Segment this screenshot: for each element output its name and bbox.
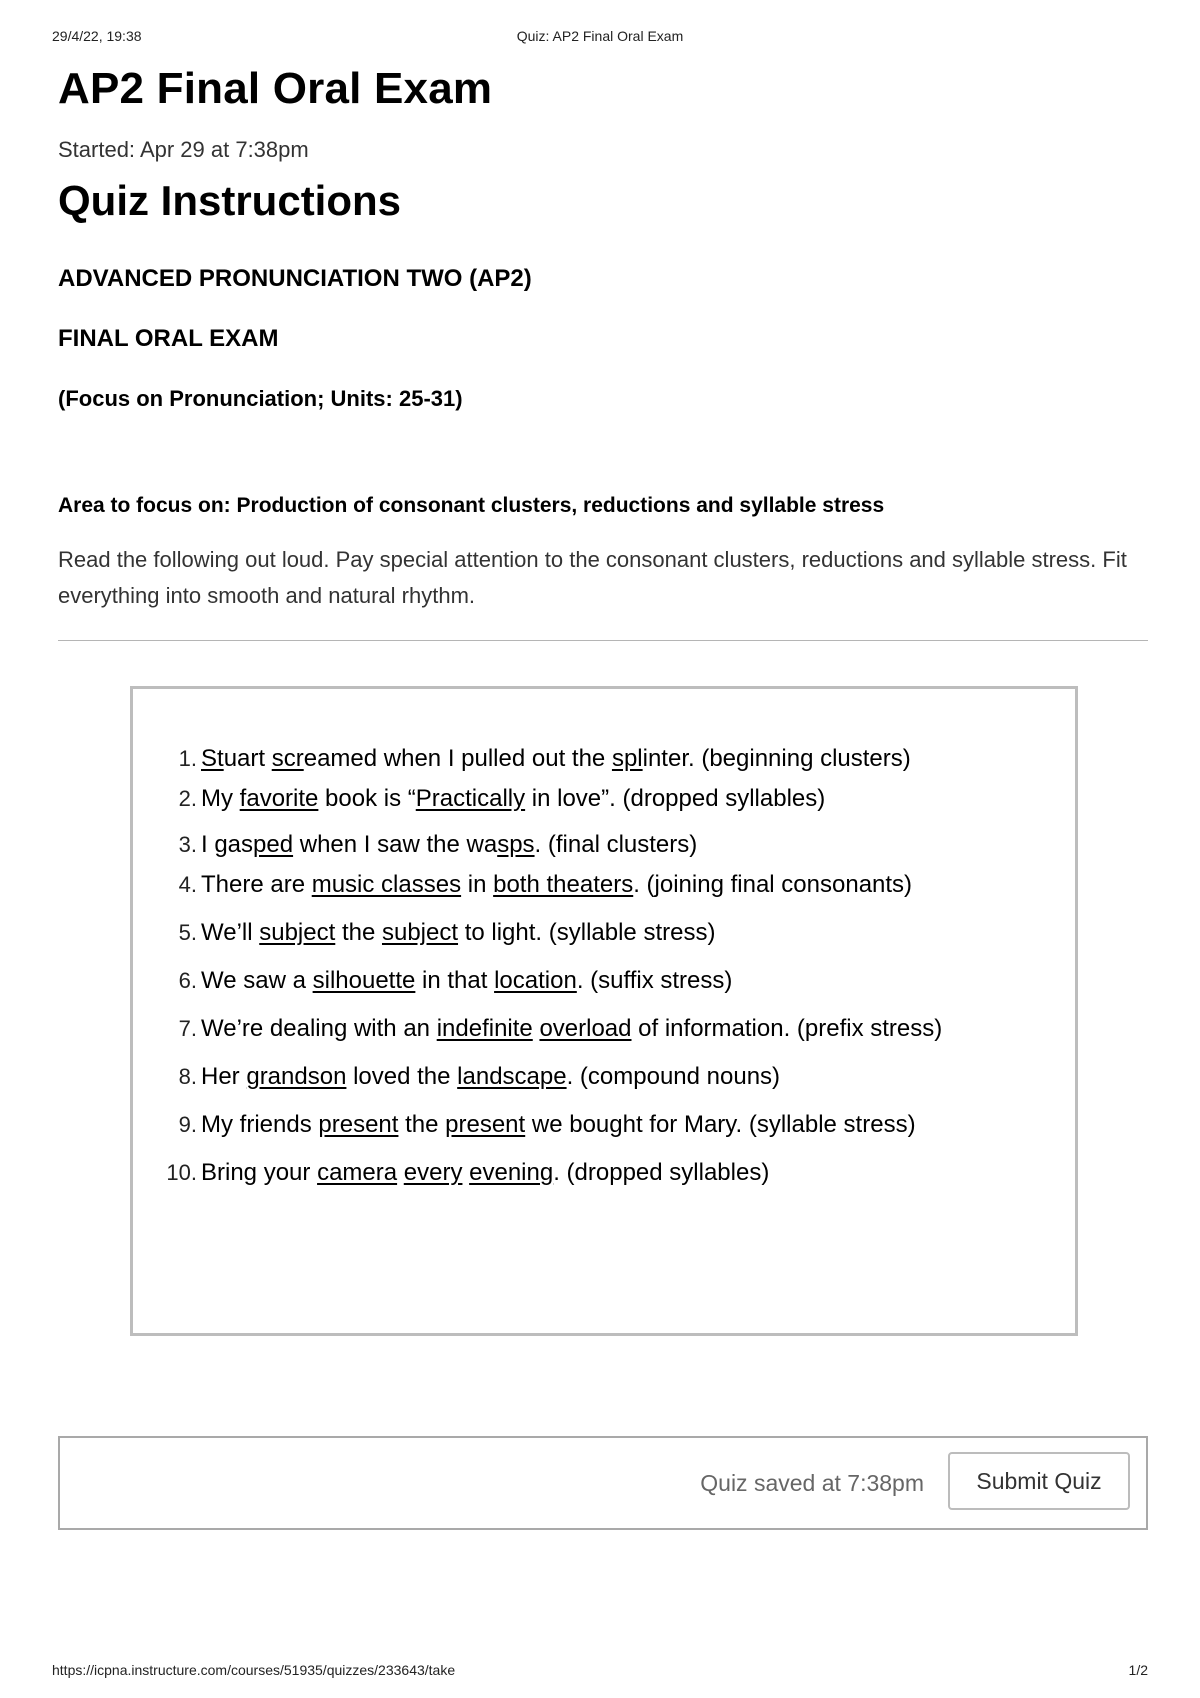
page-url: https://icpna.instructure.com/courses/51935/quizzes/233643/take	[52, 1662, 456, 1678]
exercise-item	[178, 1057, 1061, 1097]
sentence-segment: . (suffix stress)	[576, 967, 733, 994]
sentence-segment: Her	[201, 1063, 247, 1090]
submit-bar	[58, 1436, 1148, 1530]
sentence-segment: My friends	[201, 1111, 319, 1138]
sentence-segment: inter. (beginning clusters)	[642, 745, 911, 772]
underlined-segment: present	[318, 1111, 399, 1138]
sentence-segment: to light. (syllable stress)	[458, 919, 716, 946]
print-date: 29/4/22, 19:38	[52, 28, 142, 44]
underlined-segment: sps	[497, 831, 535, 858]
sentence-segment: Bring your	[201, 1159, 318, 1186]
underlined-segment: silhouette	[312, 967, 416, 994]
sentence-segment: uart	[223, 745, 272, 772]
underlined-segment: favorite	[239, 785, 319, 812]
sentence-segment: . (compound nouns)	[566, 1063, 781, 1090]
underlined-segment: subject	[259, 919, 336, 946]
exercise-number: 9.	[178, 1112, 197, 1137]
quiz-saved-status: Quiz saved at 7:38pm	[700, 1470, 924, 1496]
underlined-segment: overload	[539, 1015, 632, 1042]
instructions-heading: Quiz Instructions	[58, 177, 402, 224]
exercise-item	[178, 1105, 1061, 1145]
exercise-number: 1.	[178, 746, 197, 771]
sentence-segment: when I saw the wa	[293, 831, 498, 858]
exercise-list	[166, 739, 1061, 1193]
sentence-segment: of information. (prefix stress)	[631, 1015, 943, 1042]
underlined-segment: spl	[611, 745, 643, 772]
underlined-segment: both theaters	[493, 871, 634, 898]
underlined-segment: every	[403, 1159, 463, 1186]
exercise-number: 2.	[178, 786, 197, 811]
sentence-segment: My	[201, 785, 240, 812]
exam-heading: FINAL ORAL EXAM	[58, 325, 279, 352]
underlined-segment: subject	[381, 919, 459, 946]
underlined-segment: evening	[469, 1159, 554, 1186]
underlined-segment: present	[445, 1111, 526, 1138]
exercise-item	[166, 1153, 1061, 1193]
sentence-segment: . (final clusters)	[534, 831, 698, 858]
sentence-segment: . (joining final consonants)	[633, 871, 913, 898]
underlined-segment: ped	[253, 831, 294, 858]
exercise-item	[178, 825, 1061, 865]
course-heading: ADVANCED PRONUNCIATION TWO (AP2)	[58, 265, 532, 292]
sentence-segment: We’re dealing with an	[201, 1015, 437, 1042]
underlined-segment: camera	[317, 1159, 398, 1186]
submit-quiz-button[interactable]: Submit Quiz	[948, 1452, 1130, 1510]
quiz-title: AP2 Final Oral Exam	[58, 64, 493, 113]
read-instructions-text: Read the following out loud. Pay special attention to the consonant clusters, reductions and syllable stress. Fit everything into smooth and natural rhythm.	[58, 547, 1127, 608]
exercise-item	[178, 865, 1061, 905]
exercise-item	[178, 913, 1061, 953]
underlined-segment: scr	[271, 745, 304, 772]
print-footer	[52, 1662, 1148, 1682]
underlined-segment: location	[494, 967, 577, 994]
sentence-segment: the	[398, 1111, 446, 1138]
sentence-segment: the	[335, 919, 382, 946]
focus-heading: (Focus on Pronunciation; Units: 25-31)	[58, 386, 463, 411]
underlined-segment: indefinite	[436, 1015, 533, 1042]
exercise-number: 5.	[178, 920, 197, 945]
sentence-segment	[397, 1159, 404, 1186]
sentence-segment: We saw a	[201, 967, 313, 994]
started-timestamp: Started: Apr 29 at 7:38pm	[58, 137, 309, 162]
exercise-item	[178, 779, 1061, 819]
exercise-box	[130, 686, 1078, 1336]
exercise-number: 3.	[178, 832, 197, 857]
sentence-segment: we bought for Mary. (syllable stress)	[525, 1111, 916, 1138]
sentence-segment: There are	[201, 871, 312, 898]
sentence-segment: We’ll	[201, 919, 260, 946]
sentence-segment: loved the	[346, 1063, 458, 1090]
exercise-item	[178, 1009, 1061, 1049]
sentence-segment: I gas	[201, 831, 254, 858]
quiz-content	[58, 62, 1148, 614]
sentence-segment: eamed when I pulled out the	[303, 745, 612, 772]
section-divider	[58, 640, 1148, 641]
exercise-item	[178, 739, 1061, 779]
print-page-title: Quiz: AP2 Final Oral Exam	[516, 28, 684, 44]
sentence-segment: book is “	[318, 785, 416, 812]
exercise-number: 10.	[166, 1160, 197, 1185]
area-focus-text: Area to focus on: Production of consonant clusters, reductions and syllable stress	[58, 494, 885, 517]
sentence-segment: in that	[415, 967, 495, 994]
underlined-segment: music classes	[311, 871, 462, 898]
sentence-segment: in	[461, 871, 494, 898]
underlined-segment: Practically	[415, 785, 526, 812]
print-header	[52, 28, 1148, 48]
underlined-segment: landscape	[457, 1063, 567, 1090]
exercise-item	[178, 961, 1061, 1001]
exercise-number: 8.	[178, 1064, 197, 1089]
exercise-number: 6.	[178, 968, 197, 993]
sentence-segment: in love”. (dropped syllables)	[525, 785, 826, 812]
sentence-segment: . (dropped syllables)	[553, 1159, 770, 1186]
underlined-segment: grandson	[246, 1063, 347, 1090]
exercise-number: 4.	[178, 872, 197, 897]
underlined-segment: St	[201, 745, 224, 772]
page-number: 1/2	[1128, 1662, 1148, 1678]
exercise-number: 7.	[178, 1016, 197, 1041]
